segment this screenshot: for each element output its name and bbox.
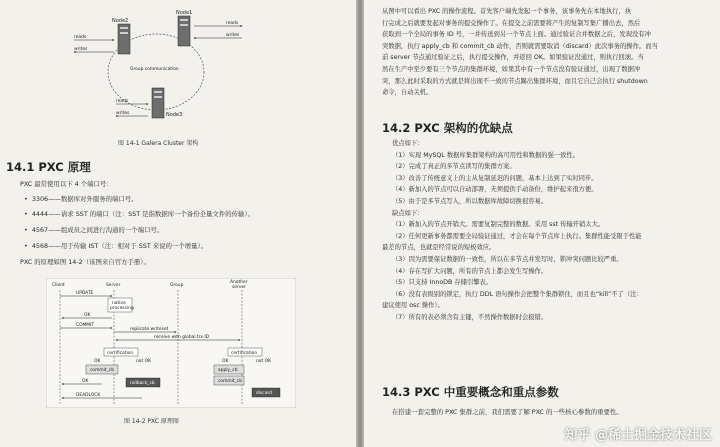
- disadvantage-2: （2）任何更新事务都需要全局验证通过，才会在每个节点库上执行。集群性能受限于性能: [392, 232, 642, 240]
- port-item-3: • 4567——组成员之间进行沟通的一个端口号。: [24, 226, 164, 234]
- writes-label-node3: writes: [116, 111, 130, 116]
- ok-label-1: OK: [84, 313, 91, 318]
- section-14-3-intro: 在搭建一套完整的 PXC 集群之前，我们需要了解 PXC 的一些核心参数的重要性。: [392, 408, 623, 416]
- not-ok-label-left: not OK: [136, 359, 151, 364]
- disadvantages-title: 缺点如下：: [392, 209, 424, 217]
- advantages-list: [382, 138, 643, 324]
- ok-label-4: OK: [82, 379, 89, 384]
- flow-description-paragraph: [382, 6, 658, 99]
- deadlock-label: DEADLOCK: [76, 393, 101, 398]
- port-item-3-text: 4567——组成员之间进行沟通的一个端口号。: [31, 226, 164, 234]
- node2-label: Node2: [112, 18, 129, 24]
- flow-line-4: 突数据，执行 apply_cb 和 commit_cb 动作，否则就需要取消（discard）此次事务的操作。而当: [382, 42, 658, 50]
- replicate-writeset-label: replicate writeset: [130, 327, 169, 332]
- port-item-4-text: 4568——用于传输 IST（注：相对于 SST 来说的一个增量）。: [31, 242, 208, 250]
- commit-label: COMMIT: [76, 323, 95, 328]
- port-item-4: • 4568——用于传输 IST（注：相对于 SST 来说的一个增量）。: [24, 242, 208, 250]
- native-label: native: [112, 301, 126, 306]
- processing-label: processing: [110, 306, 134, 311]
- disadvantage-2-cont: 最差的节点，也就是经常说的短板效应。: [382, 244, 496, 252]
- port-item-2: • 4444——请求 SST 的端口（注：SST 是指数据库一个备份全量文件的传输）。: [24, 210, 254, 218]
- server-label: Server: [106, 283, 121, 288]
- certification-label-right: certification: [231, 351, 258, 356]
- port-item-1: • 3306——数据库对外服务的端口号。: [24, 195, 138, 203]
- another-server-label: server: [232, 285, 246, 290]
- writes-label-node2: writes: [74, 47, 88, 52]
- zhihu-watermark: 知乎 @稀土掘金技术社区: [564, 428, 712, 443]
- reads-label-node2: reads: [74, 35, 87, 40]
- galera-cluster-diagram: [60, 2, 260, 130]
- pxc-principle-diagram: [46, 278, 296, 408]
- client-label: Client: [52, 283, 65, 288]
- advantage-3: （3）改善了传统意义上的主从复制延迟的问题，基本上达到了实时同步。: [392, 174, 598, 182]
- commit-cb-label: commit_cb: [90, 368, 114, 373]
- receive-global-trx-label: receive with global trx ID: [154, 335, 210, 340]
- advantage-1: （1）实现 MySQL 数据库集群架构的高可用性和数据的强一致性。: [392, 151, 580, 159]
- book-gutter: [356, 0, 364, 447]
- right-page: [364, 0, 720, 447]
- flow-line-7: 突，那么此时采取的方式就是将出现不一致的节点踢出集群环境，而且它自己会执行 shutdown: [382, 77, 648, 85]
- disadvantage-1: （1）新加入的节点开销大。需要复制完整的数据。采用 sst 传输开销太大。: [392, 221, 605, 229]
- group-label: Group: [170, 283, 184, 288]
- ports-intro: PXC 最常使用以下 4 个端口号：: [20, 180, 113, 188]
- flow-line-6: 然在生产中至少要有三个节点的集群环境，如果其中有一个节点没有验证通过，出现了数据冲: [382, 65, 641, 73]
- section-14-3-title: 14.3 PXC 中重要概念和重点参数: [382, 385, 559, 399]
- group-communication-label: Group communication: [130, 67, 179, 72]
- not-ok-label-right: not OK: [256, 359, 271, 364]
- port-item-1-text: 3306——数据库对外服务的端口号。: [31, 195, 138, 203]
- disadvantage-6: （6）没有表级别的锁定，执行 DDL 语句操作会把整个集群锁住，而且也“kill”不了（注：: [392, 290, 643, 298]
- reads-label-node1: reads: [226, 21, 239, 26]
- advantages-title: 优点如下：: [392, 140, 424, 147]
- flow-line-8: 命令，自动关机。: [382, 89, 433, 97]
- apply-cb-label-1: apply_cb: [218, 368, 238, 373]
- disadvantage-7: （7）所有的表必须含有主键，不然操作数据时会报错。: [392, 313, 548, 321]
- update-label: UPDATE: [76, 291, 94, 296]
- flow-line-3: 获取到一个全局的事务 ID 号，一并传送到另一个节点上面。通过验证合并数据之后，发现没有冲: [382, 31, 651, 39]
- node2-server-icon: [118, 24, 130, 54]
- node3-server-icon: [152, 88, 164, 118]
- disadvantage-5: （5）只支持 InnoDB 存储引擎表。: [392, 279, 493, 287]
- ok-label-2: OK: [94, 359, 101, 364]
- reads-label-node3: reads: [116, 99, 129, 104]
- figure-14-2-caption: 图 14-2 PXC 原理图: [124, 418, 179, 425]
- another-label: Another: [230, 280, 248, 285]
- advantage-4: （4）新加入的节点可以自动部署，无须提供手动备份，维护起来很方便。: [392, 186, 598, 194]
- advantage-5: （5）由于是多节点写入，所以数据库故障切换很容易。: [392, 197, 548, 205]
- section-14-1-title: 14.1 PXC 原理: [6, 160, 91, 174]
- principle-intro: PXC 的原理如图 14-2（该图来自官方手册）。: [20, 258, 150, 266]
- section-14-2-title: 14.2 PXC 架构的优缺点: [382, 121, 513, 135]
- disadvantage-6-cont: 建议使用 osc 操作）。: [382, 302, 444, 310]
- certification-label-left: certification: [107, 351, 134, 356]
- left-page: [0, 0, 356, 447]
- disadvantage-3: （3）因为需要保证数据的一致性，所以在多节点并发写时，锁冲突问题比较严重。: [392, 255, 623, 263]
- flow-line-5: 前 server 节点通过验证之后，执行提交操作，并返回 OK。如果验证没通过，则执行回滚。当: [382, 54, 644, 62]
- rollback-cb-label: rollback_cb: [130, 381, 155, 386]
- flow-line-1: 从图中可以看出 PXC 的操作流程。首先客户端先发起一个事务，该事务先在本地执行，执: [382, 8, 632, 15]
- figure-14-1-caption: 图 14-1 Galera Cluster 架构: [118, 140, 199, 147]
- node1-label: Node1: [176, 10, 193, 16]
- flow-line-2: 行完成之后就要发起对事务的提交操作了。在提交之前需要将产生的复制写集广播出去，然后: [382, 19, 641, 27]
- commit-cb-label-right: commit_cb: [218, 379, 242, 384]
- port-item-2-text: 4444——请求 SST 的端口（注：SST 是指数据库一个备份全量文件的传输）。: [31, 210, 254, 218]
- node1-server-icon: [178, 16, 190, 46]
- disadvantage-4: （4）存在写扩大问题，所有的节点上都会发生写操作。: [392, 267, 548, 275]
- advantage-2: （2）完成了真正的多节点读写的集群方案。: [392, 163, 516, 171]
- node3-label: Node3: [166, 112, 183, 118]
- discard-label: discard: [256, 391, 272, 396]
- ok-label-3: OK: [222, 359, 229, 364]
- writes-label-node1: writes: [226, 33, 240, 38]
